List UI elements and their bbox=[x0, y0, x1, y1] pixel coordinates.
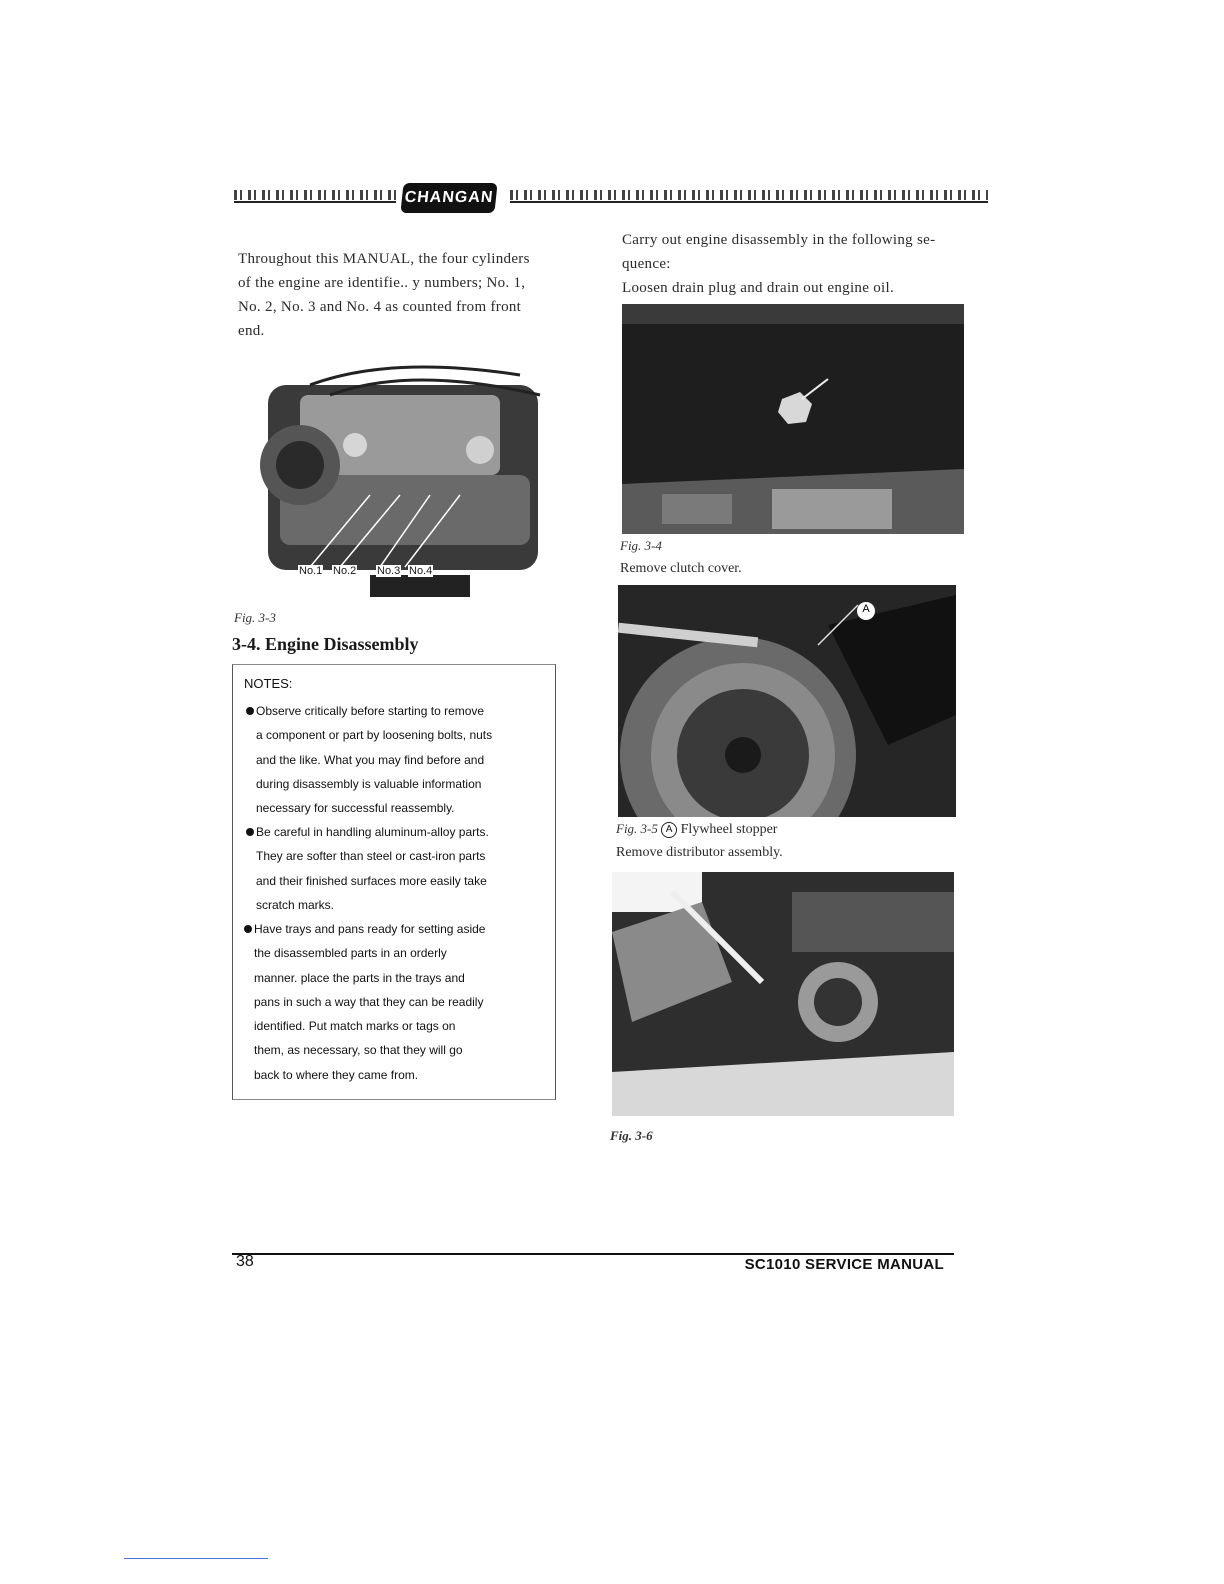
cylinder-label-2: No.2 bbox=[333, 565, 357, 577]
notes-title: NOTES: bbox=[244, 676, 293, 691]
left-intro-line: Throughout this MANUAL, the four cylinders bbox=[238, 251, 530, 267]
right-intro-paragraph bbox=[622, 228, 982, 276]
flywheel-stopper-marker: A bbox=[862, 603, 870, 615]
selection-underline bbox=[124, 1558, 268, 1559]
clutch-cover-photo bbox=[618, 585, 956, 817]
left-intro-line: No. 2, No. 3 and No. 4 as counted from front bbox=[238, 299, 522, 315]
cylinder-label-4: No.4 bbox=[409, 565, 433, 577]
header-rule-right bbox=[510, 201, 988, 203]
note-item-3 bbox=[254, 917, 546, 1087]
note-line: scratch marks. bbox=[256, 897, 335, 912]
distributor-illustration bbox=[612, 872, 954, 1116]
bullet-icon bbox=[244, 925, 252, 933]
note-item-1 bbox=[256, 699, 548, 820]
fig-3-5-description: Flywheel stopper bbox=[677, 822, 778, 837]
drain-plug-photo bbox=[622, 304, 964, 534]
left-intro-paragraph bbox=[238, 247, 588, 343]
footer-manual-title: SC1010 SERVICE MANUAL bbox=[744, 1256, 944, 1273]
step-remove-distributor: Remove distributor assembly. bbox=[616, 845, 783, 860]
fig-3-5-label: Fig. 3-5 bbox=[616, 821, 662, 836]
note-item-2 bbox=[256, 820, 548, 917]
fig-3-5-marker-icon: A bbox=[661, 822, 677, 838]
engine-illustration bbox=[240, 355, 570, 605]
note-line: a component or part by loosening bolts, nuts bbox=[256, 728, 493, 743]
left-intro-line: end. bbox=[238, 323, 265, 339]
bullet-icon bbox=[246, 828, 254, 836]
cylinder-label-3: No.3 bbox=[377, 565, 401, 577]
fig-3-5-caption bbox=[616, 821, 777, 838]
note-line: Have trays and pans ready for setting aside bbox=[254, 922, 486, 936]
section-heading: 3-4. Engine Disassembly bbox=[232, 634, 419, 654]
note-line: Be careful in handling aluminum-alloy parts. bbox=[256, 825, 489, 839]
note-line: during disassembly is valuable information bbox=[256, 776, 482, 791]
header-ornament-right bbox=[510, 190, 988, 200]
note-line: the disassembled parts in an orderly bbox=[254, 946, 447, 961]
note-line: them, as necessary, so that they will go bbox=[254, 1043, 463, 1058]
left-intro-line: of the engine are identifie.. y numbers; No. 1, bbox=[238, 275, 526, 291]
note-line: identified. Put match marks or tags on bbox=[254, 1019, 456, 1034]
engine-figure bbox=[240, 355, 570, 605]
right-intro-line: quence: bbox=[622, 256, 671, 272]
note-line: pans in such a way that they can be readily bbox=[254, 994, 484, 1009]
fig-3-6-caption: Fig. 3-6 bbox=[610, 1128, 653, 1143]
flywheel-illustration bbox=[618, 585, 956, 817]
page-number: 38 bbox=[236, 1253, 254, 1270]
header-rule-left bbox=[234, 201, 396, 203]
drain-plug-illustration bbox=[622, 304, 964, 534]
note-line: manner. place the parts in the trays and bbox=[254, 970, 465, 985]
note-line: They are softer than steel or cast-iron parts bbox=[256, 849, 486, 864]
distributor-photo bbox=[612, 872, 954, 1116]
step-drain-oil: Loosen drain plug and drain out engine oil. bbox=[622, 280, 895, 296]
bullet-icon bbox=[246, 707, 254, 715]
cylinder-label-1: No.1 bbox=[299, 565, 323, 577]
fig-3-4-caption: Fig. 3-4 bbox=[620, 538, 662, 553]
right-intro-line: Carry out engine disassembly in the following se- bbox=[622, 232, 936, 248]
fig-3-3-caption: Fig. 3-3 bbox=[234, 610, 276, 625]
note-line: back to where they came from. bbox=[254, 1067, 419, 1082]
note-line: and the like. What you may find before and bbox=[256, 752, 485, 767]
note-line: and their finished surfaces more easily take bbox=[256, 873, 487, 888]
brand-logo: CHANGAN bbox=[400, 183, 497, 213]
note-line: necessary for successful reassembly. bbox=[256, 801, 455, 816]
header-ornament-left bbox=[234, 190, 396, 200]
step-remove-clutch-cover: Remove clutch cover. bbox=[620, 561, 742, 576]
footer-rule bbox=[232, 1253, 954, 1255]
note-line: Observe critically before starting to remove bbox=[256, 704, 485, 718]
